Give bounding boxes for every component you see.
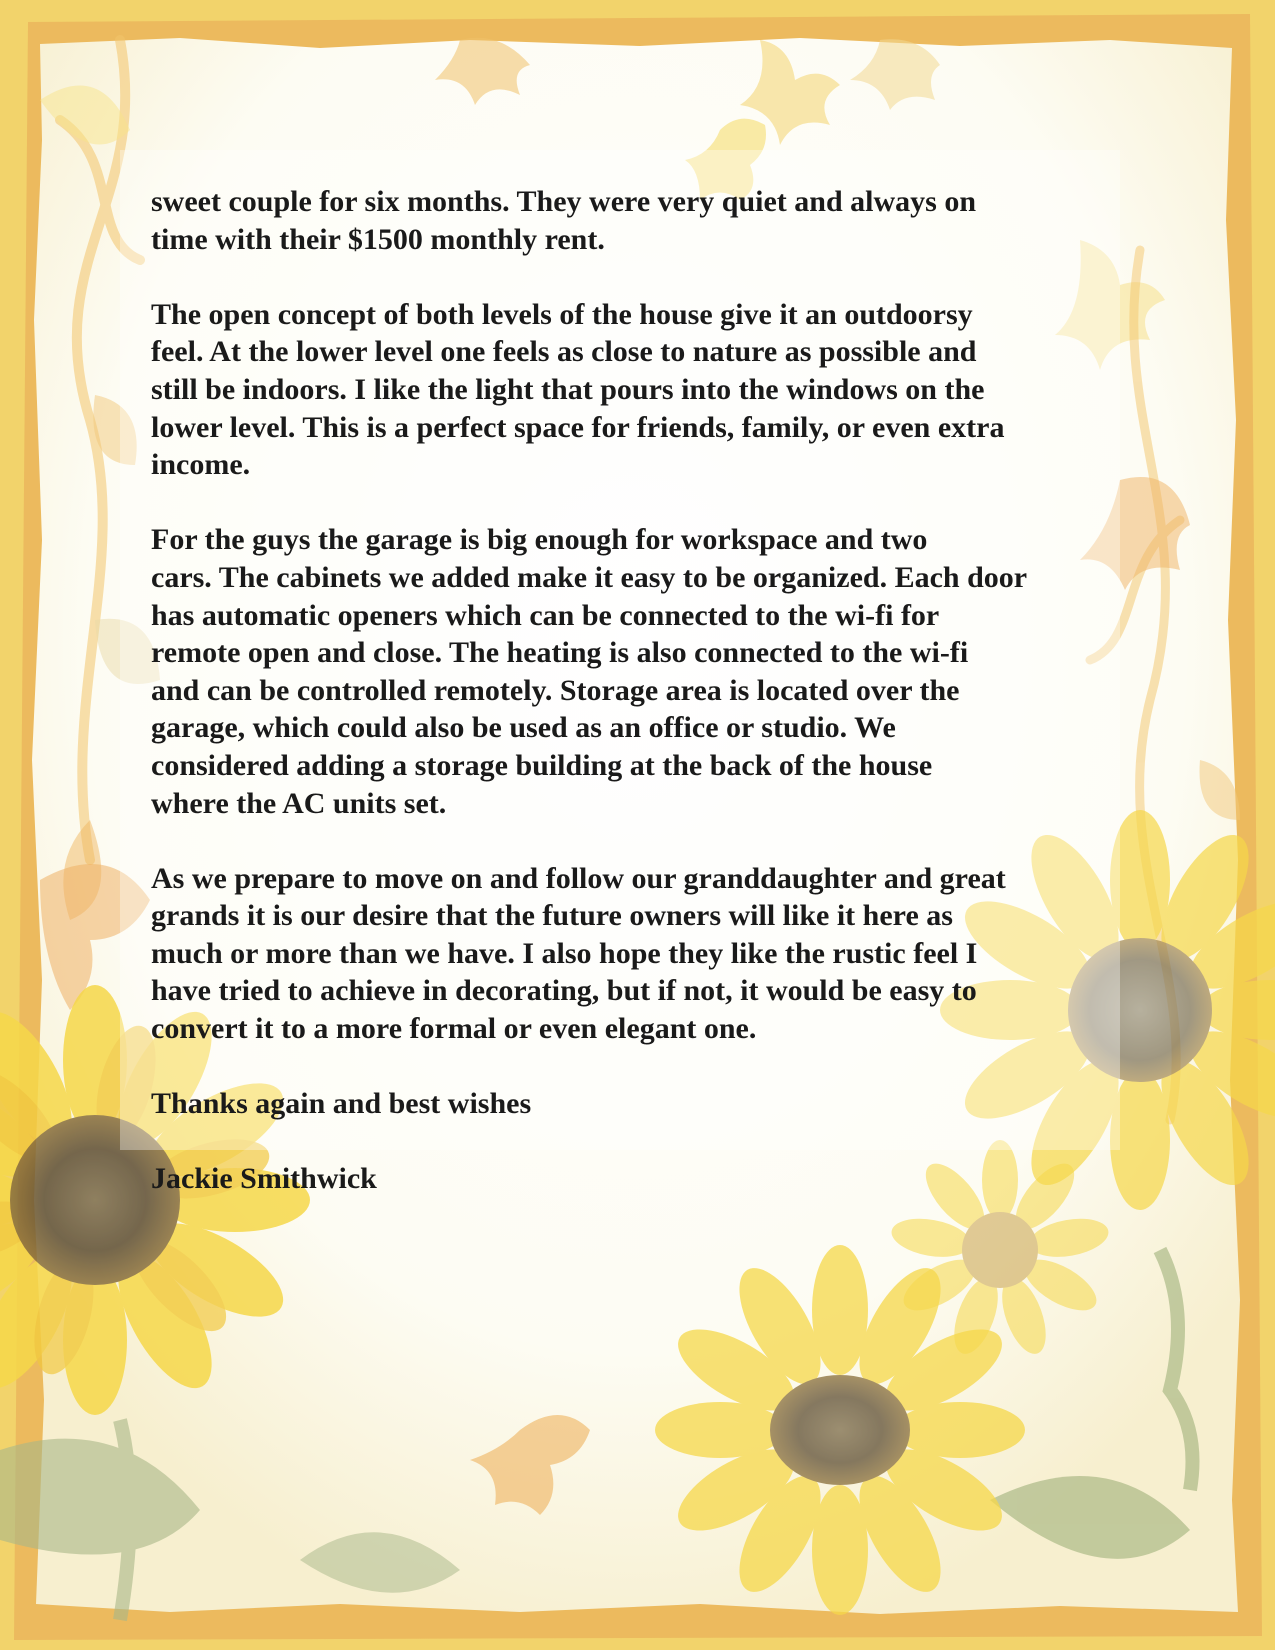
signature <box>151 1160 1141 1198</box>
text-line: where the AC units set. <box>151 786 447 820</box>
text-line: The open concept of both levels of the house give it an outdoorsy <box>151 297 973 331</box>
text-line: and can be controlled remotely. Storage area is located over the <box>151 673 960 707</box>
text-line: considered adding a storage building at the back of the house <box>151 748 933 782</box>
text-line: convert it to a more formal or even elegant one. <box>151 1012 757 1046</box>
text-line: has automatic openers which can be connected to the wi-fi for <box>151 598 940 632</box>
text-line: As we prepare to move on and follow our granddaughter and great <box>151 861 1006 895</box>
text-line: still be indoors. I like the light that pours into the windows on the <box>151 372 985 406</box>
text-line: remote open and close. The heating is also connected to the wi-fi <box>151 636 969 670</box>
closing <box>151 1085 1141 1123</box>
paragraph-garage <box>151 521 1141 822</box>
text-line: For the guys the garage is big enough for workspace and two <box>151 523 928 557</box>
text-line: lower level. This is a perfect space for friends, family, or even extra <box>151 410 1005 444</box>
paragraph-tenants <box>151 183 1141 258</box>
text-line: sweet couple for six months. They were very quiet and always on <box>151 185 976 218</box>
text-line: time with their $1500 monthly rent. <box>151 222 605 256</box>
text-line: grands it is our desire that the future owners will like it here as <box>151 899 953 933</box>
paragraph-open-concept <box>151 296 1141 484</box>
text-line: income. <box>151 448 251 482</box>
paragraph-moving-on <box>151 860 1141 1048</box>
closing-text: Thanks again and best wishes <box>151 1087 532 1121</box>
text-line: cars. The cabinets we added make it easy to be organized. Each door <box>151 560 1028 594</box>
letter-body <box>151 183 1141 1236</box>
text-line: garage, which could also be used as an office or studio. We <box>151 711 896 745</box>
text-line: feel. At the lower level one feels as close to nature as possible and <box>151 335 977 369</box>
text-line: much or more than we have. I also hope they like the rustic feel I <box>151 936 978 970</box>
text-line: have tried to achieve in decorating, but if not, it would be easy to <box>151 974 977 1008</box>
signature-name: Jackie Smithwick <box>151 1162 377 1196</box>
